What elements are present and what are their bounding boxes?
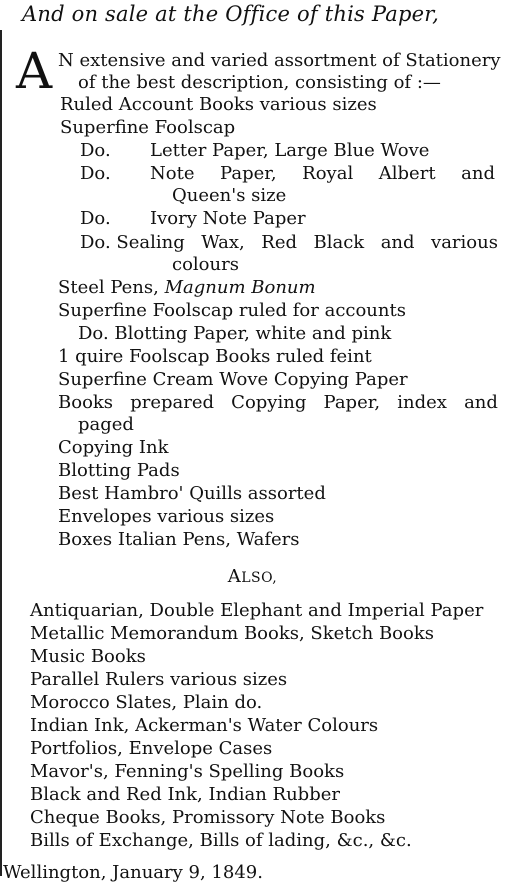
list-item [58,277,316,299]
advertisement-heading: And on sale at the Office of this Paper, [22,2,440,26]
also-item: Mavor's, Fenning's Spelling Books [30,761,345,782]
list-item-ditto: Do. [80,208,111,229]
also-item: Antiquarian, Double Elephant and Imperial Paper [30,600,484,621]
list-item-word: prepared [130,392,215,413]
dateline: Wellington, January 9, 1849. [3,862,263,883]
also-item: Bills of Exchange, Bills of lading, &c., &c. [30,830,412,851]
list-item: Copying Ink [58,437,169,458]
also-item: Portfolios, Envelope Cases [30,738,273,759]
also-item: Black and Red Ink, Indian Rubber [30,784,340,805]
drop-cap: A [16,42,53,100]
list-item [150,163,495,185]
list-item-word: Albert [378,163,436,184]
list-item: Blotting Pads [58,460,180,481]
also-item: Parallel Rulers various sizes [30,669,288,690]
list-item-word: Note [150,163,195,184]
list-item-word: and [380,232,415,253]
also-item: Metallic Memorandum Books, Sketch Books [30,623,434,644]
list-item-word: Wax, [201,232,245,253]
list-item-ditto: Do. [80,163,111,184]
intro-line-1: N extensive and varied assortment of Stationery [58,50,501,71]
list-item-word: various [431,232,498,253]
list-item-word: Copying [231,392,307,413]
list-item: Letter Paper, Large Blue Wove [150,140,430,161]
also-item: Music Books [30,646,146,667]
list-item: 1 quire Foolscap Books ruled feint [58,346,372,367]
list-item-continuation: paged [78,414,134,435]
list-item: Superfine Cream Wove Copying Paper [58,369,408,390]
intro-line-2: of the best description, consisting of :— [78,72,441,93]
list-item [58,392,498,414]
also-item: Morocco Slates, Plain do. [30,692,263,713]
list-item-word: Books [58,392,114,413]
list-item-word: Paper, [220,163,277,184]
also-heading [0,566,505,587]
list-item-label: Steel Pens, [58,277,159,298]
list-item: Boxes Italian Pens, Wafers [58,529,300,550]
list-item-brand: Magnum Bonum [164,277,316,298]
list-item-word: Royal [302,163,354,184]
list-item [80,232,498,254]
list-item-word: and [464,392,498,413]
list-item-word: Do. Sealing [80,232,185,253]
list-item-word: Paper, [323,392,381,413]
list-item-continuation: colours [172,254,239,275]
list-item-word: index [397,392,447,413]
list-item-word: Red [261,232,297,253]
list-item: Envelopes various sizes [58,506,275,527]
column-rule [0,30,2,876]
list-item-continuation: Queen's size [172,185,287,206]
list-item: Best Hambro' Quills assorted [58,483,326,504]
also-small-caps: LSO, [241,570,278,586]
list-item: Superfine Foolscap ruled for accounts [58,300,406,321]
list-item: Ivory Note Paper [150,208,306,229]
list-item: Do. Blotting Paper, white and pink [78,323,392,344]
list-item-ditto: Do. [80,140,111,161]
also-initial: A [227,566,242,587]
also-item: Cheque Books, Promissory Note Books [30,807,386,828]
list-item: Ruled Account Books various sizes [60,94,377,115]
list-item: Superfine Foolscap [60,117,236,138]
list-item-word: Black [313,232,365,253]
list-item-word: and [461,163,495,184]
also-item: Indian Ink, Ackerman's Water Colours [30,715,379,736]
